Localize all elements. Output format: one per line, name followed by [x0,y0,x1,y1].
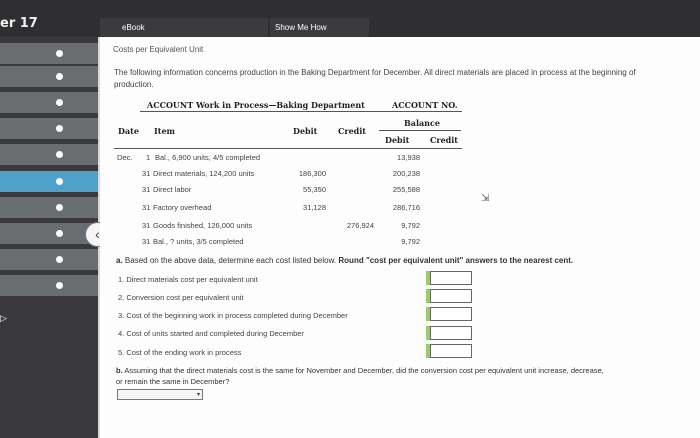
top-bar [0,0,700,37]
intro-text-line2: production. [114,80,154,89]
tab-show-me-how[interactable]: Show Me How [270,18,369,37]
nav-dot-icon [56,151,63,158]
nav-dot-icon [56,230,63,237]
part-b-prefix: b. [116,366,123,375]
conversion-cost-input[interactable] [430,289,472,303]
col-date-header: Date [118,126,139,136]
started-completed-cost-input[interactable] [430,326,472,340]
question-label: 5. Cost of the ending work in process [118,348,242,357]
beginning-wip-cost-input[interactable] [430,307,472,321]
nav-dot-icon [56,125,63,132]
col-item-header: Item [154,126,175,136]
row-balance: 286,716 [392,203,420,212]
row-day: 31 [142,185,151,194]
nav-item[interactable] [0,223,98,244]
nav-item[interactable] [0,144,98,165]
nav-item[interactable] [0,118,98,139]
intro-text-line1: The following information concerns production in the Baking Department for December. All direct materials are placed in process at the beginning of [114,68,636,77]
row-item: Direct labor [153,185,192,194]
chapter-label: er 17 [0,16,38,31]
conversion-cost-change-select[interactable] [117,389,203,400]
chevron-left-icon: ‹ [95,226,100,242]
row-item: Factory overhead [153,203,212,212]
table-rule [114,148,462,149]
mouse-cursor-icon: ⇲ [481,193,490,204]
nav-item[interactable] [0,66,98,87]
account-title: ACCOUNT Work in Process—Baking Department [147,100,365,110]
row-credit: 276,924 [346,221,374,230]
nav-dot-icon [56,282,63,289]
nav-item[interactable] [0,92,98,113]
row-day: 31 [142,169,151,178]
row-item: Direct materials, 124,200 units [153,169,255,178]
row-day: 31 [142,237,151,246]
month-label: Dec. [117,153,133,162]
row-debit: 186,300 [298,169,326,178]
part-a-instructions [116,256,573,265]
balance-header: Balance [404,118,440,128]
nav-dot-icon [56,50,63,57]
row-debit: 55,350 [303,185,326,194]
problem-content [100,37,700,438]
question-label: 1. Direct materials cost per equivalent unit [118,275,258,284]
table-rule [379,130,461,131]
tab-ebook[interactable]: eBook [100,18,268,37]
question-label: 4. Cost of units started and completed during December [118,329,304,338]
col-debit-header: Debit [293,126,318,136]
nav-dot-icon [56,99,63,106]
nav-item[interactable] [0,275,98,296]
row-day: 31 [142,221,151,230]
row-balance: 13,938 [397,153,420,162]
part-b-question-line2: or remain the same in December? [116,377,230,386]
account-no-label: ACCOUNT NO. [392,100,458,110]
nav-item[interactable] [0,43,98,64]
chevron-right-icon[interactable]: ▷ [0,313,7,323]
nav-dot-icon [56,178,63,185]
part-a-text: Based on the above data, determine each cost listed below. [124,256,337,265]
row-day: 1 [146,153,151,162]
row-item: Bal., ? units, 3/5 completed [153,237,244,246]
chevron-down-icon: ▾ [196,392,200,398]
col-balance-credit-header: Credit [430,135,458,145]
part-a-prefix: a. [116,256,123,265]
question-label: 2. Conversion cost per equivalent unit [118,293,244,302]
row-balance: 200,238 [392,169,420,178]
nav-dot-icon [56,73,63,80]
nav-item[interactable] [0,249,98,270]
table-rule [140,111,462,112]
problem-title: Costs per Equivalent Unit [113,45,204,54]
part-b-question-line1 [116,366,604,375]
col-credit-header: Credit [338,126,366,136]
nav-item[interactable] [0,197,98,218]
col-balance-debit-header: Debit [385,135,410,145]
row-day: 31 [142,203,151,212]
row-item: Goods finished, 126,000 units [153,221,253,230]
part-b-text: Assuming that the direct materials cost is the same for November and December, did the conversion cost per equivalent unit increase, decrease, [124,366,604,375]
nav-item-active[interactable] [0,171,98,192]
nav-dot-icon [56,256,63,263]
row-balance: 9,792 [401,221,420,230]
row-balance: 9,792 [401,237,420,246]
part-a-bold: Round "cost per equivalent unit" answers to the nearest cent. [338,256,574,265]
row-item: Bal., 6,900 units, 4/5 completed [155,153,261,162]
row-balance: 255,588 [392,185,420,194]
direct-materials-cost-input[interactable] [430,271,472,285]
question-label: 3. Cost of the beginning work in process completed during December [118,311,348,320]
left-nav [0,37,98,438]
nav-dot-icon [56,204,63,211]
ending-wip-cost-input[interactable] [430,344,472,358]
row-debit: 31,128 [303,203,326,212]
